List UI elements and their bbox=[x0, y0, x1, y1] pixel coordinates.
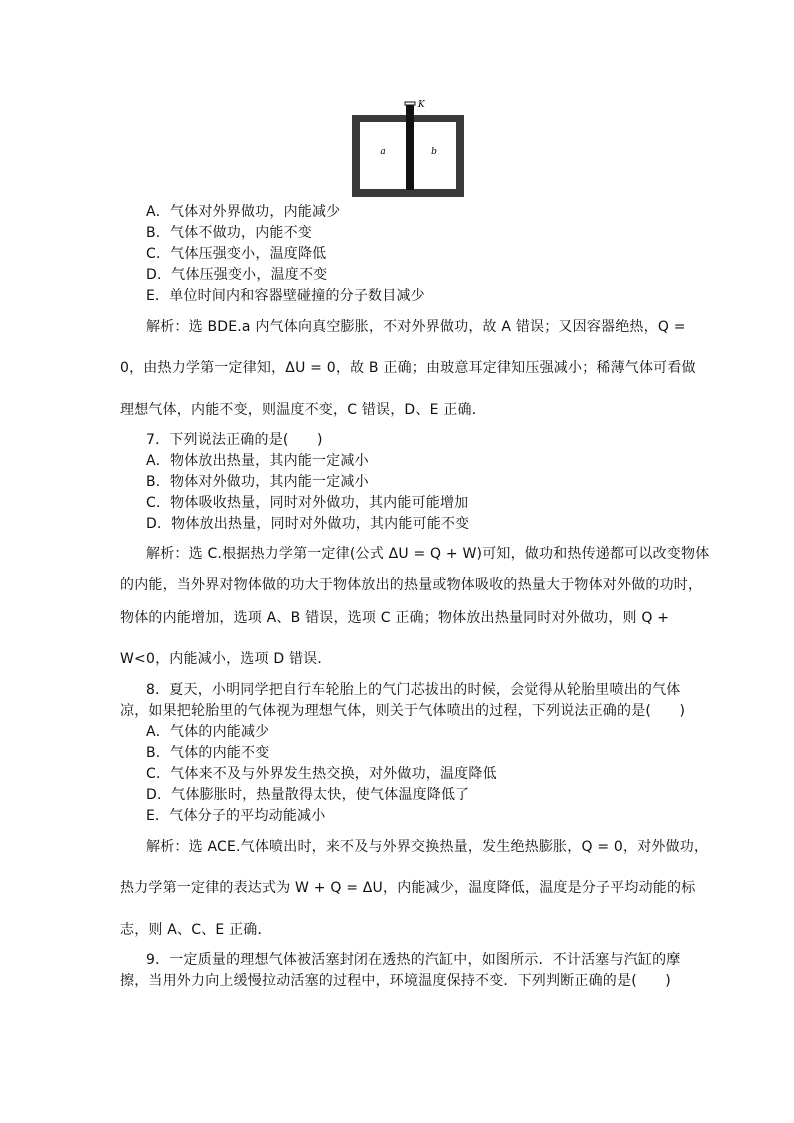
partition-k bbox=[406, 104, 414, 190]
q7-option-c: C．物体吸收热量，同时对外做功，其内能可能增加 bbox=[146, 495, 469, 511]
q6-analysis-line-3: 理想气体，内能不变，则温度不变，C 错误，D、E 正确． bbox=[120, 402, 486, 418]
label-k: K bbox=[418, 100, 425, 110]
q7-analysis-line-1: 解析：选 C.根据热力学第一定律(公式 ΔU = Q + W)可知，做功和热传递都可以改变物体 bbox=[146, 546, 710, 562]
q7-option-d: D．物体放出热量，同时对外做功，其内能可能不变 bbox=[146, 516, 470, 532]
q7-analysis-line-4: W<0，内能减小，选项 D 错误． bbox=[120, 651, 332, 667]
q8-option-a: A．气体的内能减少 bbox=[146, 724, 270, 740]
q7-option-b: B．物体对外做功，其内能一定减小 bbox=[146, 474, 369, 490]
q8-stem-line-2: 凉，如果把轮胎里的气体视为理想气体，则关于气体喷出的过程，下列说法正确的是( ) bbox=[120, 703, 686, 719]
q9-stem-line-2: 擦，当用外力向上缓慢拉动活塞的过程中，环境温度保持不变．下列判断正确的是( ) bbox=[120, 973, 671, 989]
q8-stem-line-1: 8．夏天，小明同学把自行车轮胎上的气门芯拔出的时候，会觉得从轮胎里喷出的气体 bbox=[146, 682, 681, 698]
label-b: b bbox=[431, 147, 437, 157]
q8-option-e: E．气体分子的平均动能减小 bbox=[146, 808, 326, 824]
q8-option-b: B．气体的内能不变 bbox=[146, 745, 270, 761]
q8-option-c: C．气体来不及与外界发生热交换，对外做功，温度降低 bbox=[146, 766, 497, 782]
q6-option-a: A．气体对外界做功，内能减少 bbox=[146, 204, 341, 220]
q7-analysis-line-2: 的内能，当外界对物体做的功大于物体放出的热量或物体吸收的热量大于物体对外做的功时， bbox=[120, 577, 703, 593]
q8-analysis-line-3: 志，则 A、C、E 正确． bbox=[120, 922, 272, 938]
q6-option-b: B．气体不做功，内能不变 bbox=[146, 225, 313, 241]
q8-analysis-line-2: 热力学第一定律的表达式为 W + Q = ΔU，内能减少，温度降低，温度是分子平均动能的标 bbox=[120, 880, 696, 896]
q7-stem: 7．下列说法正确的是( ) bbox=[146, 432, 323, 448]
q6-option-e: E．单位时间内和容器壁碰撞的分子数目减少 bbox=[146, 288, 425, 304]
q6-analysis-line-1: 解析：选 BDE.a 内气体向真空膨胀，不对外界做功，故 A 错误；又因容器绝热，Q = bbox=[146, 319, 686, 335]
q8-option-d: D．气体膨胀时，热量散得太快，使气体温度降低了 bbox=[146, 787, 470, 803]
partition-handle bbox=[405, 102, 415, 105]
q7-analysis-line-3: 物体的内能增加，选项 A、B 错误，选项 C 正确；物体放出热量同时对外做功，则 Q + bbox=[120, 610, 670, 626]
q6-analysis-line-2: 0，由热力学第一定律知，ΔU = 0，故 B 正确；由玻意耳定律知压强减小；稀薄气体可看做 bbox=[120, 360, 696, 376]
container-figure bbox=[352, 98, 464, 198]
q9-stem-line-1: 9．一定质量的理想气体被活塞封闭在透热的汽缸中，如图所示．不计活塞与汽缸的摩 bbox=[146, 952, 681, 968]
label-a: a bbox=[380, 147, 386, 157]
q8-analysis-line-1: 解析：选 ACE.气体喷出时，来不及与外界交换热量，发生绝热膨胀，Q = 0，对外做功， bbox=[146, 839, 709, 855]
q6-option-d: D．气体压强变小，温度不变 bbox=[146, 267, 328, 283]
q6-option-c: C．气体压强变小，温度降低 bbox=[146, 246, 327, 262]
q7-option-a: A．物体放出热量，其内能一定减小 bbox=[146, 453, 369, 469]
